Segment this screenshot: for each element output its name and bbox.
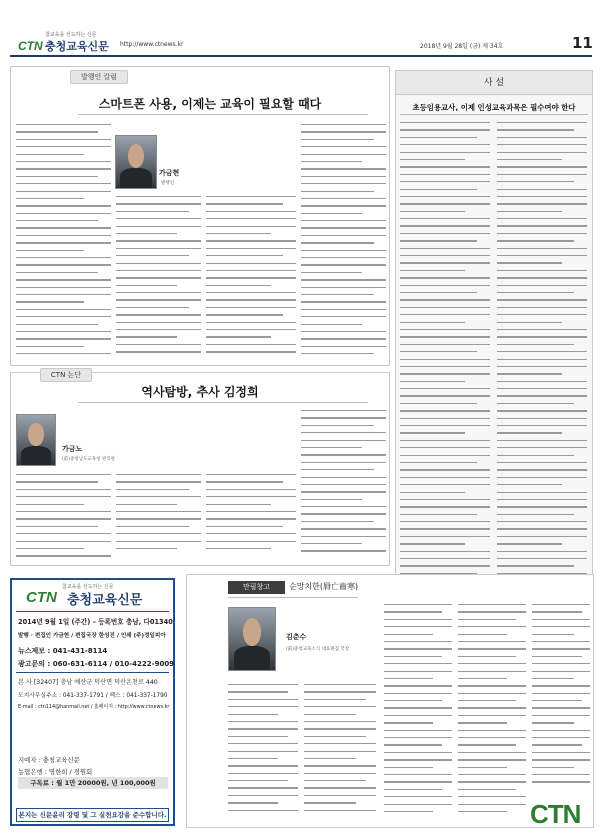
column-author-photo <box>228 607 276 671</box>
ad-account-bank: 농협은행 : 명한희 / 경원회 <box>18 768 93 776</box>
paper-name: 충청교육신문 <box>45 40 109 53</box>
ad-slogan: 참교육을 선도하는 신문 <box>62 584 114 590</box>
ad-ctn-logo <box>26 589 57 606</box>
editorial-headline-rule <box>400 114 588 115</box>
ad-separator <box>16 611 169 612</box>
column-section-label: 만필창고 <box>228 581 285 594</box>
article2-body-col3 <box>206 474 296 560</box>
ad-paper-name: 충청교육신문 <box>67 593 143 608</box>
article2-body-col1 <box>16 474 111 560</box>
article2-author-photo <box>16 414 56 466</box>
article1-headline-rule <box>78 114 368 115</box>
editorial-body-col1 <box>400 122 490 602</box>
ad-ad-inquiry: 광고문의 : 060-631-6114 / 010-4222-9009 <box>18 660 175 668</box>
ctn-logo-text: CTN <box>18 39 43 53</box>
ad-account-holder: 지예자 : 충청교육신문 <box>18 756 80 764</box>
column-title: 순망치한(脣亡齒寒) <box>289 582 359 591</box>
footer-ctn-logo-text: CTN <box>530 799 581 829</box>
article2-body-col4 <box>301 410 386 560</box>
column-title-rule <box>228 597 358 598</box>
ad-office: 도지사무실주소 : 041-337-1791 / 팩스 : 041-337-1790 <box>18 693 168 699</box>
issue-date: 2018년 9월 28일 (금) 제 34호 <box>420 43 504 50</box>
article1-author-photo <box>115 135 157 189</box>
column-body-col5 <box>532 604 590 794</box>
ad-header <box>12 580 173 610</box>
article2-author-name: 가금노 <box>62 445 83 453</box>
ad-registration: 2014년 9월 1일 (주간) – 등록번호 충남, 다01340 <box>18 618 173 626</box>
ad-news-tip: 뉴스제보 : 041-431-8114 <box>18 647 108 655</box>
article1-body-col1 <box>16 124 111 360</box>
masthead-rule <box>10 55 592 57</box>
column-body-col2 <box>304 684 376 822</box>
article1-author-name: 가금현 <box>159 169 180 177</box>
article2-body-col2 <box>116 474 201 560</box>
masthead <box>0 0 600 60</box>
article1-body-col4 <box>301 124 386 360</box>
ad-ctn-logo-text: CTN <box>26 589 57 606</box>
ad-email[interactable]: E-mail : ctn114@hanmail.net / 홈페이지 : http://www.ctnews.kr <box>18 704 170 710</box>
ad-staff: 발행 · 편집인 가금현 / 편집국장 한성진 / 인쇄 (주)정일피아 <box>18 633 166 639</box>
article1-body-col2 <box>116 196 201 360</box>
article1-section-label: 발행인 칼럼 <box>70 70 128 84</box>
ad-separator-2 <box>16 672 169 673</box>
article1-body-col3 <box>206 196 296 360</box>
editorial-section-label: 사 설 <box>396 71 592 95</box>
masthead-slogan: 참교육을 선도하는 신문 <box>45 32 97 38</box>
column-body-col1 <box>228 684 298 822</box>
article2-section-label: CTN 논단 <box>40 368 92 382</box>
footer-ctn-logo <box>530 799 580 830</box>
article2-headline: 역사탐방, 추사 김정희 <box>141 385 259 399</box>
column-author-name: 김춘수 <box>286 633 307 641</box>
column-body-col4 <box>458 604 526 822</box>
ad-price: 구독료 : 월 1만 20000원, 년 100,000원 <box>18 777 168 789</box>
article2-headline-rule <box>78 402 368 403</box>
ad-footer: 본지는 신문윤리 강령 및 그 실천요강을 준수합니다. <box>16 808 169 822</box>
subscription-ad <box>10 578 175 826</box>
page-number: 11 <box>572 34 593 52</box>
column-author-title: (前)충청교육소식 대표편집 국장 <box>286 647 350 652</box>
article1-author-title: 발행인 <box>161 181 175 186</box>
editorial-body-col2 <box>497 122 587 602</box>
ad-address: 본 사 [32407] 충남 예산군 덕산면 덕산온천로 440 <box>18 679 158 686</box>
column-body-col3 <box>384 604 452 822</box>
ctn-logo <box>18 39 43 53</box>
paper-url[interactable]: http://www.ctnews.kr <box>120 41 184 48</box>
article1-headline: 스마트폰 사용, 이제는 교육이 필요할 때다 <box>98 97 322 111</box>
editorial-headline: 초등임용교사, 이제 인성교육과목은 필수여야 한다 <box>412 103 576 112</box>
article2-author-title: (前)충청남도교육청 관리관 <box>62 457 115 462</box>
